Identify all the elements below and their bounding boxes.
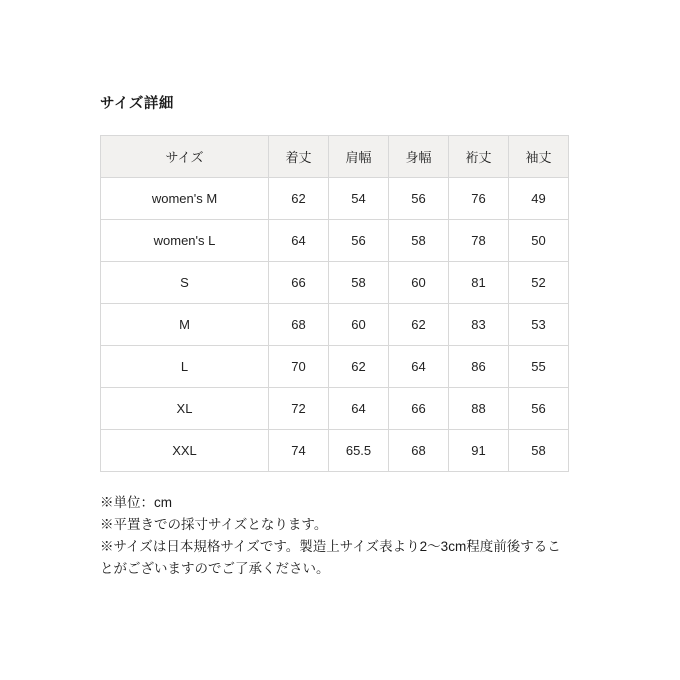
cell-katahaba: 65.5	[329, 430, 389, 472]
cell-katahaba: 54	[329, 178, 389, 220]
column-header-yukitake: 裄丈	[449, 136, 509, 178]
cell-sodetake: 55	[509, 346, 569, 388]
column-header-mihaba: 身幅	[389, 136, 449, 178]
cell-yukitake: 91	[449, 430, 509, 472]
table-row	[101, 220, 569, 262]
cell-sodetake: 58	[509, 430, 569, 472]
cell-kitake: 74	[269, 430, 329, 472]
note-tolerance: ※サイズは日本規格サイズです。製造上サイズ表より2〜3cm程度前後することがございますのでご了承ください。	[100, 539, 561, 576]
column-header-kitake: 着丈	[269, 136, 329, 178]
table-row	[101, 262, 569, 304]
cell-kitake: 62	[269, 178, 329, 220]
cell-size-name: L	[101, 346, 269, 388]
cell-yukitake: 76	[449, 178, 509, 220]
notes-block	[100, 492, 572, 579]
cell-yukitake: 81	[449, 262, 509, 304]
cell-size-name: women's M	[101, 178, 269, 220]
size-table-body	[101, 178, 569, 472]
page-title: サイズ詳細	[100, 96, 174, 112]
cell-sodetake: 50	[509, 220, 569, 262]
cell-sodetake: 52	[509, 262, 569, 304]
cell-mihaba: 60	[389, 262, 449, 304]
cell-yukitake: 86	[449, 346, 509, 388]
cell-mihaba: 58	[389, 220, 449, 262]
size-detail-content	[100, 96, 580, 580]
table-row	[101, 430, 569, 472]
cell-mihaba: 64	[389, 346, 449, 388]
cell-size-name: XL	[101, 388, 269, 430]
table-row	[101, 346, 569, 388]
table-row	[101, 388, 569, 430]
cell-yukitake: 78	[449, 220, 509, 262]
cell-katahaba: 62	[329, 346, 389, 388]
size-table	[100, 135, 569, 472]
cell-kitake: 66	[269, 262, 329, 304]
size-table-header	[101, 136, 569, 178]
cell-mihaba: 66	[389, 388, 449, 430]
cell-size-name: XXL	[101, 430, 269, 472]
cell-size-name: women's L	[101, 220, 269, 262]
cell-mihaba: 68	[389, 430, 449, 472]
cell-sodetake: 49	[509, 178, 569, 220]
cell-yukitake: 88	[449, 388, 509, 430]
cell-kitake: 68	[269, 304, 329, 346]
cell-kitake: 64	[269, 220, 329, 262]
cell-yukitake: 83	[449, 304, 509, 346]
cell-mihaba: 56	[389, 178, 449, 220]
cell-katahaba: 60	[329, 304, 389, 346]
table-row	[101, 178, 569, 220]
table-header-row	[101, 136, 569, 178]
cell-katahaba: 56	[329, 220, 389, 262]
column-header-sodetake: 袖丈	[509, 136, 569, 178]
cell-size-name: M	[101, 304, 269, 346]
note-unit: ※単位：cm	[100, 495, 172, 511]
cell-mihaba: 62	[389, 304, 449, 346]
cell-kitake: 70	[269, 346, 329, 388]
cell-size-name: S	[101, 262, 269, 304]
column-header-katahaba: 肩幅	[329, 136, 389, 178]
column-header-size: サイズ	[101, 136, 269, 178]
cell-sodetake: 56	[509, 388, 569, 430]
cell-katahaba: 64	[329, 388, 389, 430]
cell-katahaba: 58	[329, 262, 389, 304]
cell-kitake: 72	[269, 388, 329, 430]
table-row	[101, 304, 569, 346]
note-measurement: ※平置きでの採寸サイズとなります。	[100, 517, 328, 533]
cell-sodetake: 53	[509, 304, 569, 346]
